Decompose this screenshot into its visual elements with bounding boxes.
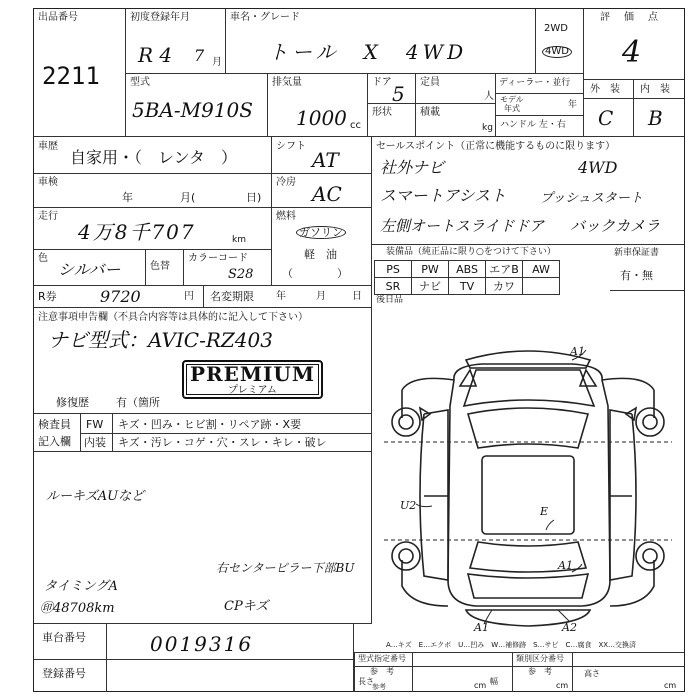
diagram-mark-u2: U2 xyxy=(400,499,417,512)
recycle-label: R券 xyxy=(38,290,57,303)
load-unit: kg xyxy=(482,123,493,133)
name-change-label: 名変期限 xyxy=(210,290,254,303)
inspection-cell xyxy=(34,174,272,208)
cert-label: 型式指定番号 xyxy=(358,654,406,663)
equip-pw: PW xyxy=(412,261,449,278)
equip-tv: TV xyxy=(449,278,486,295)
fuel-label: 燃料 xyxy=(276,211,296,222)
first-reg-month: 7 xyxy=(194,46,205,65)
width-label: 幅 xyxy=(490,677,498,686)
name-change-day: 日 xyxy=(352,291,362,302)
drive-2wd-label: 2WD xyxy=(544,23,568,34)
inspection-day: 日) xyxy=(246,191,262,204)
warranty-value: 有・無 xyxy=(620,269,653,282)
equip-airbag: エアB xyxy=(486,261,523,278)
warranty-label: 新車保証書 xyxy=(614,248,660,258)
inspector-label1: 検査員 xyxy=(38,418,71,431)
history-value: 自家用・（ レンタ ） xyxy=(70,148,237,167)
mileage-unit: km xyxy=(232,235,246,245)
color-code-value: S28 xyxy=(228,267,254,282)
remarks-line3: タイミングA xyxy=(44,579,118,594)
diagram-mark-e: E xyxy=(540,505,549,518)
chassis-value: 0019316 xyxy=(150,632,254,656)
points-line3-right: バックカメラ xyxy=(570,217,661,235)
notes-label: 注意事項申告欄（不具合内容等は具体的に記入して下さい） xyxy=(38,312,308,323)
equipment-label: 装備品（純正品に限り○をつけて下さい） xyxy=(386,247,556,257)
equip-aw: AW xyxy=(523,261,560,278)
ext-label: 外 装 xyxy=(590,84,620,95)
class-ref: 参 考 xyxy=(528,667,552,676)
inspection-label: 車検 xyxy=(38,177,58,188)
inspector-divider-h xyxy=(80,433,372,434)
name-change-year: 年 xyxy=(276,291,286,302)
length-label: 長さ xyxy=(358,677,374,686)
shift-value: AT xyxy=(312,148,339,172)
first-reg-era-year: R 4 xyxy=(138,43,173,67)
equip-sr: SR xyxy=(375,278,412,295)
equip-ps: PS xyxy=(375,261,412,278)
diagram-mark-a2: A2 xyxy=(562,621,577,634)
load-label: 積載 xyxy=(420,107,440,118)
grade-value: 4 xyxy=(622,35,642,70)
points-line2-right: プッシュスタート xyxy=(540,191,643,206)
diagram-mark-a1-mid: A1 xyxy=(558,559,573,572)
equip-empty xyxy=(523,278,560,295)
fuel-gasoline-circled: ガソリン xyxy=(296,226,346,239)
repair-label: 修復歴 xyxy=(56,396,89,409)
cert-ref: 参 考 xyxy=(370,667,394,676)
model-year-label2: 年式 xyxy=(504,104,520,113)
inspector-int-items: キズ・汚レ・コゲ・穴・スレ・キレ・破レ xyxy=(118,436,327,449)
recycle-value: 9720 xyxy=(100,287,141,306)
mileage-value: 4万8千707 xyxy=(78,220,196,244)
model-label: 型式 xyxy=(130,77,150,88)
model-value: 5BA-M910S xyxy=(132,98,253,122)
spec-div1 xyxy=(412,652,413,692)
inspector-divider-v2 xyxy=(112,414,113,452)
chassis-divider xyxy=(106,624,107,692)
history-label: 車歴 xyxy=(38,141,58,152)
points-label: セールスポイント（正常に機能するものに限ります） xyxy=(376,141,616,152)
int-label: 内 装 xyxy=(640,84,670,95)
car-label: 車名・グレード xyxy=(230,12,300,23)
inspector-fw-label: FW xyxy=(86,418,104,431)
height-label: 高さ xyxy=(584,669,600,678)
rear-date-label: 後日品 xyxy=(376,295,404,305)
capacity-unit: 人 xyxy=(484,91,494,102)
doors-value: 5 xyxy=(392,82,405,106)
equip-navi: ナビ xyxy=(412,278,449,295)
first-reg-label: 初度登録年月 xyxy=(130,12,190,23)
diagram-legend: A…キズ E…エクボ U…凹み W…補修跡 S…サビ C…腐食 XX…交換済 xyxy=(386,641,637,649)
fuel-other: （ ） xyxy=(282,267,348,280)
diagram-mark-a1-top: A1 xyxy=(570,345,585,358)
grade-label: 評 価 点 xyxy=(600,12,660,23)
model-year-label1: モデル xyxy=(500,95,524,104)
ext-grade: C xyxy=(598,106,614,130)
lot-label: 出品番号 xyxy=(38,12,78,23)
registration-label: 登録番号 xyxy=(42,667,86,680)
equip-abs: ABS xyxy=(449,261,486,278)
drive-cell xyxy=(536,9,584,74)
inspector-int-label: 内装 xyxy=(84,436,106,449)
dealer-label: ディーラー・並行 xyxy=(499,78,571,88)
class-label: 類別区分番号 xyxy=(516,654,564,663)
remarks-line2: 右センターピラー下部BU xyxy=(216,561,355,575)
ext-int-divider xyxy=(584,98,684,99)
spec-top-line xyxy=(354,652,685,653)
length-unit: cm xyxy=(474,681,487,690)
points-line3-left: 左側オートスライドドア xyxy=(380,217,544,235)
width-unit: cm xyxy=(556,681,569,690)
diagram-mark-a1-bot: A1 xyxy=(474,621,489,634)
mileage-label: 走行 xyxy=(38,211,58,222)
remarks-line1: ルーキズAUなど xyxy=(46,489,145,504)
color-code-label: カラーコード xyxy=(188,253,248,264)
points-line1-right: 4WD xyxy=(578,158,618,177)
spec-mid-line xyxy=(354,666,685,667)
model-year-unit: 年 xyxy=(568,100,578,110)
spec-ref-label: 参考 xyxy=(372,683,386,691)
repair-value: 有（箇所 xyxy=(116,396,160,409)
points-line2-left: スマートアシスト xyxy=(380,186,507,205)
displacement-unit: cc xyxy=(350,120,361,131)
displacement-value: 1000 xyxy=(296,106,347,130)
recycle-unit: 円 xyxy=(184,291,194,302)
ac-label: 冷房 xyxy=(276,177,296,188)
car-name-grade: トール X 4WD xyxy=(268,40,468,64)
color-value: シルバー xyxy=(58,260,121,279)
premium-stamp xyxy=(182,360,323,399)
remarks-line4: ㊞48708km xyxy=(40,601,115,616)
inspection-year: 年 xyxy=(122,191,133,204)
handle-label: ハンドル 左・右 xyxy=(500,120,566,130)
spec-div3 xyxy=(572,652,573,692)
displacement-label: 排気量 xyxy=(272,77,302,88)
points-line1-left: 社外ナビ xyxy=(380,158,445,177)
spec-left-line xyxy=(354,652,355,692)
premium-stamp-en: PREMIUM xyxy=(190,362,315,386)
inspector-label2: 記入欄 xyxy=(38,435,71,448)
equipment-table xyxy=(374,260,560,295)
fuel-light-oil: 軽 油 xyxy=(304,248,337,261)
doors-label: ドア xyxy=(372,77,392,88)
remarks-line5: CPキズ xyxy=(224,599,269,614)
remarks-cell xyxy=(34,452,372,624)
equip-leather: カワ xyxy=(486,278,523,295)
capacity-label: 定員 xyxy=(420,77,440,88)
name-change-month: 月 xyxy=(316,291,326,302)
notes-value: ナビ型式：AVIC-RZ403 xyxy=(48,328,273,352)
shape-label: 形状 xyxy=(372,107,392,118)
inspector-fw-items: キズ・凹み・ヒビ割・リペア跡・X要 xyxy=(118,418,302,431)
color-label: 色 xyxy=(38,253,48,264)
premium-stamp-jp: プレミアム xyxy=(228,385,277,396)
height-unit: cm xyxy=(664,681,677,690)
first-reg-month-unit: 月 xyxy=(212,57,222,68)
color-change-label: 色替 xyxy=(150,261,170,272)
spec-div2 xyxy=(512,652,513,692)
chassis-label: 車台番号 xyxy=(42,631,86,644)
ac-value: AC xyxy=(312,182,342,206)
shift-label: シフト xyxy=(276,141,306,152)
int-grade: B xyxy=(648,106,663,130)
damage-diagram xyxy=(372,310,684,652)
lot-number: 2211 xyxy=(42,62,100,90)
inspection-month: 月( xyxy=(180,191,196,204)
drive-4wd-circled: 4WD xyxy=(542,46,572,58)
